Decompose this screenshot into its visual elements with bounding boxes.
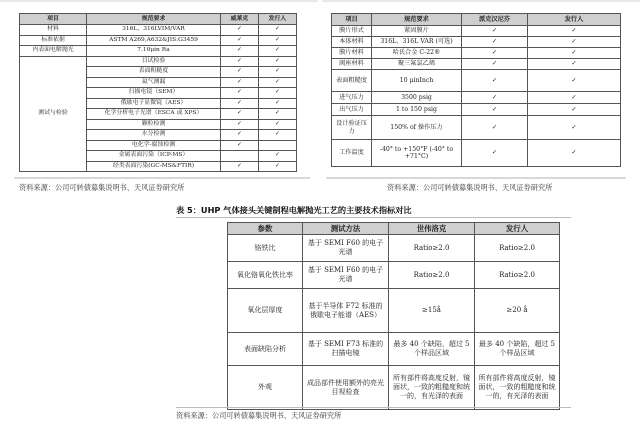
table-row bbox=[228, 366, 560, 410]
header-spec: 规范要求 bbox=[87, 14, 221, 25]
check-vendor: ✓ bbox=[221, 130, 259, 141]
left-spec-table bbox=[19, 13, 297, 172]
table-row bbox=[332, 140, 621, 167]
row-spec: 表面粗糙度 bbox=[87, 67, 221, 78]
check-vendor: ✓ bbox=[462, 70, 528, 92]
row-param: 氧化铬氧化铁比率 bbox=[228, 262, 303, 289]
table5-bottom-rule bbox=[176, 407, 571, 408]
check-issuer: ✓ bbox=[528, 92, 621, 104]
table-row bbox=[332, 59, 621, 70]
row-swagelok: 所有部件将高度反射，镜面状，一致的粗糙度和统一的，有光泽的表面 bbox=[389, 366, 475, 410]
row-method: 成品部件使用额外的亮光目视检查 bbox=[303, 366, 389, 410]
check-vendor: ✓ bbox=[462, 48, 528, 59]
row-issuer: Ratio≥2.0 bbox=[475, 235, 560, 262]
left-table-panel bbox=[19, 13, 297, 172]
left-source-note: 资料来源：公司可转债募集说明书、天风证券研究所 bbox=[19, 183, 185, 192]
table-row bbox=[20, 25, 297, 36]
check-vendor: ✓ bbox=[221, 109, 259, 120]
table-row bbox=[332, 92, 621, 104]
check-issuer: ✓ bbox=[259, 98, 297, 109]
check-vendor: ✓ bbox=[462, 140, 528, 167]
check-issuer: ✓ bbox=[259, 88, 297, 99]
table-row bbox=[20, 35, 297, 46]
header-swagelok: 世伟洛克 bbox=[389, 223, 475, 235]
header-item: 项目 bbox=[20, 14, 87, 25]
row-method: 基于 SEMI F60 的电子光谱 bbox=[303, 235, 389, 262]
row-spec: 7.10μin Ra bbox=[87, 46, 221, 57]
table-row bbox=[20, 46, 297, 57]
row-method: 基于 SEMI F60 的电子光谱 bbox=[303, 262, 389, 289]
check-issuer: ✓ bbox=[259, 67, 297, 78]
row-item: 本体材料 bbox=[332, 37, 372, 48]
check-vendor: ✓ bbox=[221, 67, 259, 78]
row-spec: 化学分析电子光谱（ESCA 或 XPS） bbox=[87, 109, 221, 120]
row-param: 外观 bbox=[228, 366, 303, 410]
row-spec: 316L、316LVIM/VAR bbox=[87, 25, 221, 36]
check-vendor: ✓ bbox=[462, 37, 528, 48]
row-param: 表面缺陷分析 bbox=[228, 333, 303, 366]
right-divider bbox=[326, 177, 626, 179]
check-issuer: ✓ bbox=[528, 116, 621, 140]
check-issuer: ✓ bbox=[259, 151, 297, 162]
row-issuer: ≥20 å bbox=[475, 289, 560, 333]
row-spec: 3500 psig bbox=[372, 92, 462, 104]
header-issuer: 发行人 bbox=[475, 223, 560, 235]
check-vendor: ✓ bbox=[221, 161, 259, 172]
check-issuer: ✓ bbox=[259, 77, 297, 88]
check-issuer: ✓ bbox=[259, 130, 297, 141]
left-divider bbox=[14, 177, 310, 179]
table-row bbox=[332, 116, 621, 140]
table-row bbox=[228, 289, 560, 333]
row-swagelok: Ratio≥2.0 bbox=[389, 262, 475, 289]
check-vendor: ✓ bbox=[221, 46, 259, 57]
check-vendor: ✓ bbox=[221, 98, 259, 109]
row-issuer: 所有部件将高度反射，镜面状，一致的粗糙度和统一的，有光泽的表面 bbox=[475, 366, 560, 410]
check-issuer: ✓ bbox=[259, 25, 297, 36]
row-item: 膜片材料 bbox=[332, 48, 372, 59]
row-spec: 扫描电镜（SEM） bbox=[87, 88, 221, 99]
row-spec: 316L、316L VAR (可选) bbox=[372, 37, 462, 48]
check-issuer: ✓ bbox=[528, 104, 621, 116]
table-row bbox=[332, 48, 621, 59]
check-issuer: ✓ bbox=[528, 59, 621, 70]
row-item: 阀座材料 bbox=[332, 59, 372, 70]
header-issuer: 发行人 bbox=[528, 14, 621, 26]
check-issuer: ✓ bbox=[259, 56, 297, 67]
row-spec: 目试检验 bbox=[87, 56, 221, 67]
check-issuer: ✓ bbox=[528, 26, 621, 37]
row-spec: 电化学-腐蚀检测 bbox=[87, 140, 221, 151]
check-vendor bbox=[221, 151, 259, 162]
check-vendor: ✓ bbox=[221, 88, 259, 99]
row-spec: 聚三氟氯乙烯 bbox=[372, 59, 462, 70]
check-vendor: ✓ bbox=[462, 92, 528, 104]
check-vendor: ✓ bbox=[221, 35, 259, 46]
check-vendor: ✓ bbox=[221, 119, 259, 130]
row-spec: 俄歇电子显微镜（AES） bbox=[87, 98, 221, 109]
check-vendor: ✓ bbox=[221, 25, 259, 36]
right-spec-table bbox=[331, 13, 621, 167]
check-issuer: ✓ bbox=[528, 140, 621, 167]
row-item: 内表面电解抛光 bbox=[20, 46, 87, 57]
row-swagelok: 最多 40 个缺陷，超过 5 个样品区域 bbox=[389, 333, 475, 366]
table5-source-note: 资料来源：公司可转债募集说明书、天风证券研究所 bbox=[176, 411, 342, 420]
top-edge-right bbox=[322, 0, 640, 2]
row-spec: 氦气测漏 bbox=[87, 77, 221, 88]
header-vendor: 派克汉尼芬 bbox=[462, 14, 528, 26]
row-item: 表面粗糙度 bbox=[332, 70, 372, 92]
row-spec: 10 μinInch bbox=[372, 70, 462, 92]
row-param: 氧化层厚度 bbox=[228, 289, 303, 333]
row-spec: 150% of 操作压力 bbox=[372, 116, 462, 140]
row-issuer: Ratio≥2.0 bbox=[475, 262, 560, 289]
row-swagelok: ≥15å bbox=[389, 289, 475, 333]
table-row bbox=[228, 333, 560, 366]
check-vendor: ✓ bbox=[462, 116, 528, 140]
table-row bbox=[332, 104, 621, 116]
header-param: 参数 bbox=[228, 223, 303, 235]
table-row bbox=[228, 235, 560, 262]
check-vendor: ✓ bbox=[221, 77, 259, 88]
row-method: 基于半导体 F72 标准的俄歇电子能谱（AES） bbox=[303, 289, 389, 333]
right-table-panel bbox=[331, 13, 621, 167]
row-item: 进气压力 bbox=[332, 92, 372, 104]
check-issuer bbox=[259, 140, 297, 151]
table5 bbox=[227, 222, 560, 410]
header-spec: 规范要求 bbox=[372, 14, 462, 26]
row-spec: 哈氏合金 C-22® bbox=[372, 48, 462, 59]
row-issuer: 最多 40 个缺陷，超过 5 个样品区域 bbox=[475, 333, 560, 366]
row-method: 基于 SEMI F73 标准的扫描电镜 bbox=[303, 333, 389, 366]
table-row bbox=[20, 56, 297, 67]
check-issuer: ✓ bbox=[528, 48, 621, 59]
top-edge-left bbox=[0, 0, 318, 2]
table-row bbox=[228, 262, 560, 289]
header-vendor: 威莱克 bbox=[221, 14, 259, 25]
table-row bbox=[332, 70, 621, 92]
row-spec: 金属表面污染（ICP-MS） bbox=[87, 151, 221, 162]
row-item-test: 测试与检验 bbox=[20, 56, 87, 172]
table-row bbox=[332, 37, 621, 48]
row-item: 材料 bbox=[20, 25, 87, 36]
check-vendor: ✓ bbox=[462, 104, 528, 116]
row-item: 工作温度 bbox=[332, 140, 372, 167]
check-issuer: ✓ bbox=[259, 119, 297, 130]
check-issuer: ✓ bbox=[259, 109, 297, 120]
right-table-header bbox=[332, 14, 621, 26]
table5-title: 表 5：UHP 气体接头关键制程电解抛光工艺的主要技术指标对比 bbox=[176, 205, 412, 215]
check-issuer: ✓ bbox=[528, 70, 621, 92]
row-swagelok: Ratio≥2.0 bbox=[389, 235, 475, 262]
check-vendor: ✓ bbox=[221, 140, 259, 151]
row-item: 出气压力 bbox=[332, 104, 372, 116]
row-item: 设计验证压力 bbox=[332, 116, 372, 140]
row-param: 铬铁比 bbox=[228, 235, 303, 262]
header-issuer: 发行人 bbox=[259, 14, 297, 25]
right-source-note: 资料来源：公司可转债募集说明书、天风证券研究所 bbox=[387, 183, 553, 192]
check-issuer: ✓ bbox=[528, 37, 621, 48]
table5-header bbox=[228, 223, 560, 235]
left-table-header bbox=[20, 14, 297, 25]
row-spec: ASTM A269,A632&JIS:G3459 bbox=[87, 35, 221, 46]
row-spec: 经类表面污染(GC-MS&FTIR) bbox=[87, 161, 221, 172]
row-spec: 颗粒检测 bbox=[87, 119, 221, 130]
check-vendor: ✓ bbox=[221, 56, 259, 67]
table5-panel bbox=[227, 222, 560, 410]
check-vendor: ✓ bbox=[462, 26, 528, 37]
row-spec: 1 to 150 psig bbox=[372, 104, 462, 116]
table-row bbox=[332, 26, 621, 37]
check-vendor: ✓ bbox=[462, 59, 528, 70]
row-spec: -40° to +150°F (-40° to +71°C) bbox=[372, 140, 462, 167]
row-item: 膜片形式 bbox=[332, 26, 372, 37]
check-issuer: ✓ bbox=[259, 161, 297, 172]
row-spec: 紧固膜片 bbox=[372, 26, 462, 37]
row-spec: 水分检测 bbox=[87, 130, 221, 141]
table5-title-rule bbox=[176, 217, 571, 218]
check-issuer: ✓ bbox=[259, 46, 297, 57]
row-item: 标准依据 bbox=[20, 35, 87, 46]
header-method: 测试方法 bbox=[303, 223, 389, 235]
check-issuer: ✓ bbox=[259, 35, 297, 46]
header-item: 项目 bbox=[332, 14, 372, 26]
